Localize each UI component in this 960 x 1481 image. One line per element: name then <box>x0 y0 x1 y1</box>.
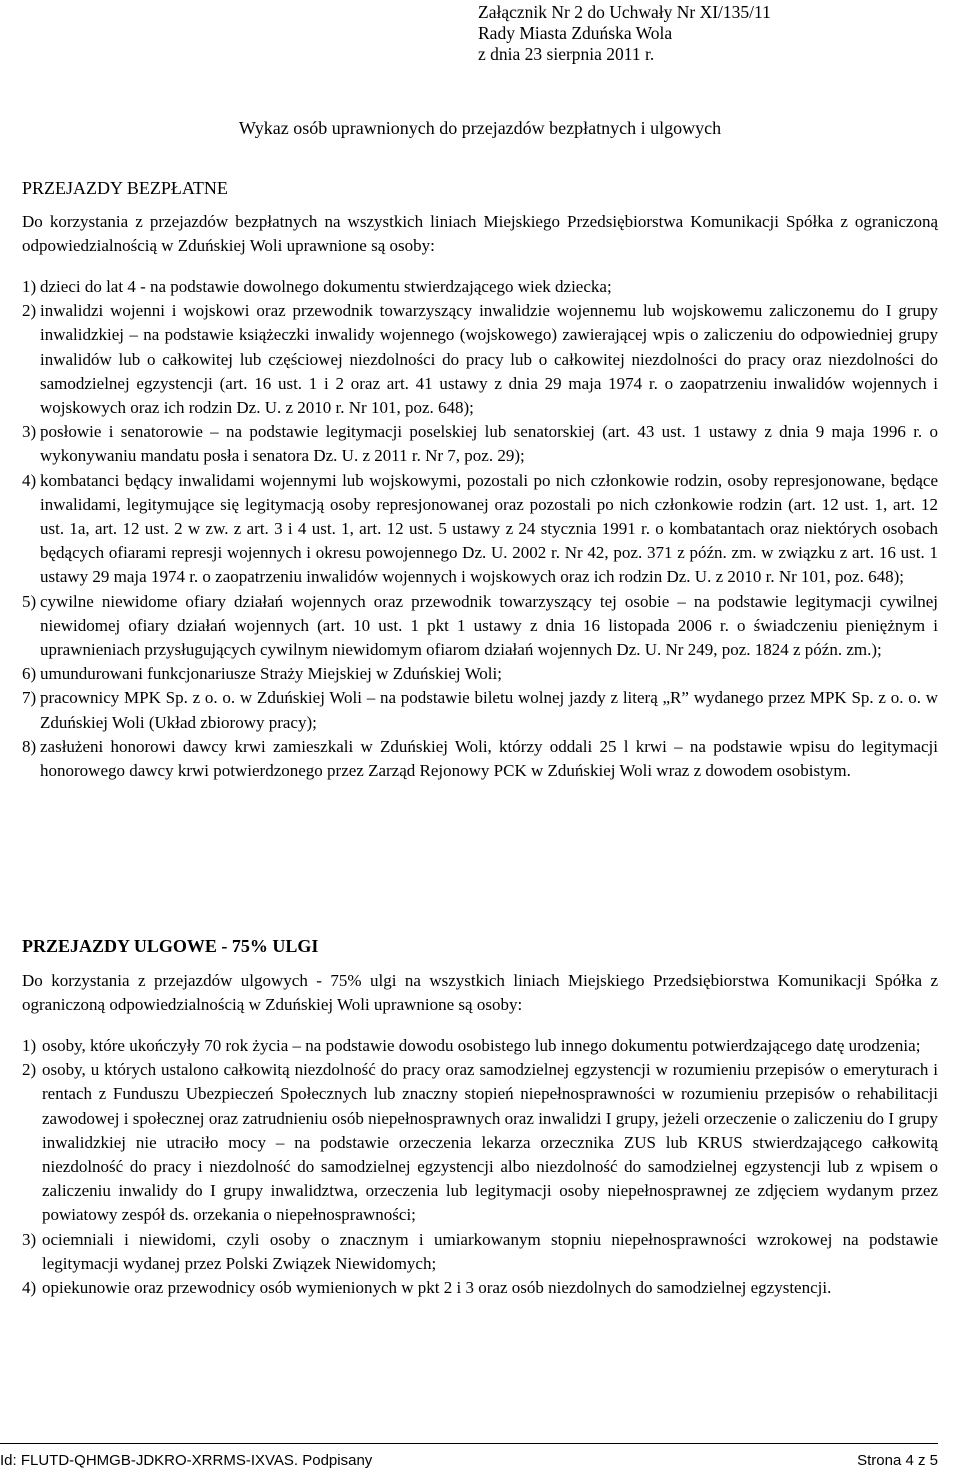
item-number: 1) <box>22 277 37 296</box>
item-text: osoby, które ukończyły 70 rok życia – na podstawie dowodu osobistego lub innego dokumentu potwierdzającego datę urodzenia; <box>42 1036 921 1055</box>
free-rides-list <box>22 275 938 783</box>
document-title: Wykaz osób uprawnionych do przejazdów bezpłatnych i ulgowych <box>238 118 722 138</box>
list-item <box>22 299 938 420</box>
list-item <box>22 420 938 468</box>
item-number: 8) <box>22 736 37 756</box>
item-text: inwalidzi wojenni i wojskowi oraz przewodnik towarzyszący inwalidzie wojennemu lub wojskowemu zaliczonemu do I grupy inwalidzkiej – na podstawie książeczki inwalidy wojennego (wojskowego) zawierającej wpis o zaliczeniu do odpowiedniej grupy inwalidów lub o całkowitej lub częściowej niezdolności do pracy lub o całkowitej niezdolności do pracy oraz niezdolności do samodzielnej egzystencji (art. 16 ust. 1 i 2 oraz art. 41 ustawy z dnia 29 maja 1974 r. o zaopatrzeniu inwalidów wojennych i wojskowych oraz ich rodzin Dz. U. z 2010 r. Nr 101, poz. 648); <box>40 301 938 418</box>
page-number: Strona 4 z 5 <box>857 1452 938 1469</box>
header-line-3: z dnia 23 sierpnia 2011 r. <box>478 44 655 64</box>
list-item <box>22 686 938 734</box>
list-item <box>22 1276 938 1300</box>
item-number: 1) <box>22 1036 37 1055</box>
item-text: posłowie i senatorowie – na podstawie legitymacji poselskiej lub senatorskiej (art. 43 ust. 1 ustawy z dnia 9 maja 1996 r. o wykonywaniu mandatu posła i senatora Dz. U. z 2011 r. Nr 7, poz. 29); <box>40 422 938 466</box>
item-text: umundurowani funkcjonariusze Straży Miejskiej w Zduńskiej Woli; <box>40 664 502 684</box>
item-number: 5) <box>22 591 37 611</box>
item-number: 7) <box>22 688 37 708</box>
section-intro-free: Do korzystania z przejazdów bezpłatnych na wszystkich liniach Miejskiego Przedsiębiorstwa Komunikacji Spółka z ograniczoną odpowiedzialnością w Zduńskiej Woli uprawnione są osoby: <box>22 212 938 256</box>
item-number: 3) <box>22 1229 37 1249</box>
item-text: opiekunowie oraz przewodnicy osób wymienionych w pkt 2 i 3 oraz osób niezdolnych do samodzielnej egzystencji. <box>42 1278 832 1298</box>
item-text: osoby, u których ustalono całkowitą niezdolność do pracy oraz samodzielnej egzystencji w rozumieniu przepisów o emeryturach i rentach z Funduszu Ubezpieczeń Społecznych lub znaczny stopień niepełnosprawności w rozumieniu przepisów o rehabilitacji zawodowej i społecznej oraz zatrudnieniu osób niepełnosprawnych oraz inwalidzi I grupy, jeżeli orzeczenie o zaliczeniu do I grupy inwalidzkiej nie utraciło mocy – na podstawie orzeczenia lekarza orzecznika ZUS lub KRUS stwierdzającego całkowitą niezdolność do pracy i niezdolność do samodzielnej egzystencji albo niezdolność do samodzielnej egzystencji lub z wpisem o zaliczeniu inwalidy do I grupy inwalidztwa, orzeczenia lub legitymacji osoby niepełnosprawnej ze zdjęciem wydanym przez powiatowy zespół ds. orzekania o niepełnosprawności; <box>42 1060 938 1225</box>
page-footer <box>0 1443 938 1481</box>
document-signature-id: Id: FLUTD-QHMGB-JDKRO-XRRMS-IXVAS. Podpisany <box>0 1452 373 1469</box>
item-number: 6) <box>22 664 37 684</box>
item-text: zasłużeni honorowi dawcy krwi zamieszkali w Zduńskiej Woli, którzy oddali 25 l krwi – na podstawie wpisu do legitymacji honorowego dawcy krwi potwierdzonego przez Zarząd Rejonowy PCK w Zduńskiej Woli wraz z dowodem osobistym. <box>40 736 938 781</box>
header-line-1: Załącznik Nr 2 do Uchwały Nr XI/135/11 <box>478 2 771 22</box>
item-text: dzieci do lat 4 - na podstawie dowolnego dokumentu stwierdzającego wiek dziecka; <box>40 277 612 296</box>
header-line-2: Rady Miasta Zduńska Wola <box>478 23 673 43</box>
item-number: 4) <box>22 470 37 490</box>
list-item <box>22 662 938 686</box>
section-intro-discount: Do korzystania z przejazdów ulgowych - 75% ulgi na wszystkich liniach Miejskiego Przedsiębiorstwa Komunikacji Spółka z ograniczoną odpowiedzialnością w Zduńskiej Woli uprawnione są osoby: <box>22 971 938 1015</box>
list-item <box>22 275 938 299</box>
item-text: pracownicy MPK Sp. z o. o. w Zduńskiej Woli – na podstawie biletu wolnej jazdy z literą „R” wydanego przez MPK Sp. z o. o. w Zduńskiej Woli (Układ zbiorowy pracy); <box>40 688 938 732</box>
list-item <box>22 590 938 663</box>
item-number: 2) <box>22 1060 37 1080</box>
item-text: cywilne niewidome ofiary działań wojennych oraz przewodnik towarzyszący tej osobie – na podstawie legitymacji cywilnej niewidomej ofiary działań wojennych (art. 10 ust. 1 pkt 1 ustawy z dnia 16 listopada 2006 r. o świadczeniu pieniężnym i uprawnieniach przysługujących cywilnym niewidomym ofiarom działań wojennych Dz. U. Nr 249, poz. 1824 z późn. zm.); <box>40 591 938 660</box>
list-item <box>22 735 938 783</box>
attachment-header <box>478 2 771 65</box>
item-text: ociemniali i niewidomi, czyli osoby o znacznym i umiarkowanym stopniu niepełnosprawności wzrokowej na podstawie legitymacji wydanej przez Polski Związek Niewidomych; <box>42 1229 938 1273</box>
list-item <box>22 1034 938 1058</box>
item-number: 3) <box>22 422 37 442</box>
section-heading-free: PRZEJAZDY BEZPŁATNE <box>22 178 228 198</box>
item-number: 2) <box>22 301 37 321</box>
section-heading-discount: PRZEJAZDY ULGOWE - 75% ULGI <box>22 936 319 956</box>
list-item <box>22 469 938 590</box>
list-item <box>22 1058 938 1227</box>
item-number: 4) <box>22 1278 37 1298</box>
list-item <box>22 1228 938 1276</box>
item-text: kombatanci będący inwalidami wojennymi lub wojskowymi, pozostali po nich członkowie rodzin, osoby represjonowane, będące inwalidami, legitymujące się legitymacją osoby represjonowanej oraz pozostali po nich członkowie rodzin (art. 12 ust. 1, art. 12 ust. 1a, art. 12 ust. 2 w zw. z art. 3 i 4 ust. 1, art. 12 ust. 5 ustawy z 24 stycznia 1991 r. o kombatantach oraz niektórych osobach będących ofiarami represji wojennych i okresu powojennego Dz. U. 2002 r. Nr 42, poz. 371 z późn. zm. w związku z art. 16 ust. 1 ustawy 29 maja 1974 r. o zaopatrzeniu inwalidów wojennych i wojskowych oraz ich rodzin Dz. U. z 2010 r. Nr 101, poz. 648); <box>40 470 938 587</box>
discount-rides-list <box>22 1034 938 1300</box>
